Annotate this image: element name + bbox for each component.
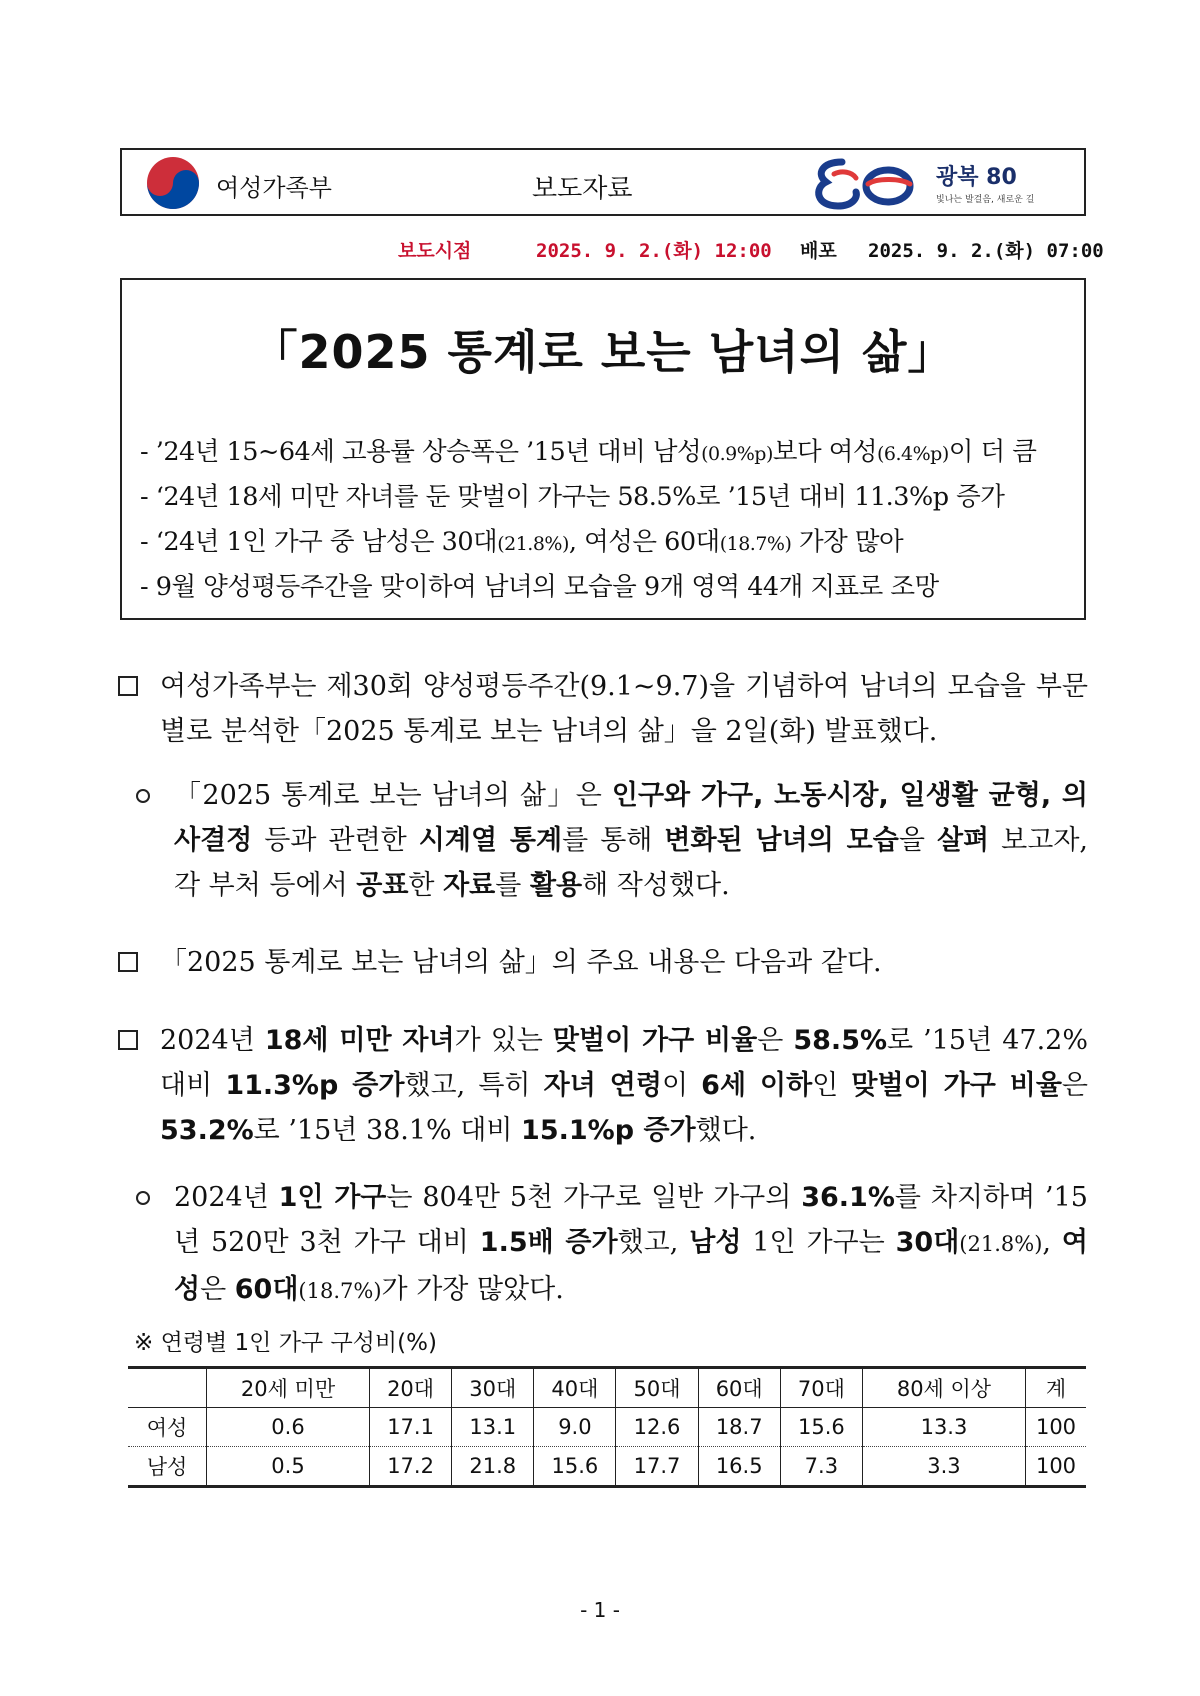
bold-text-run: 18세 미만 자녀: [264, 1025, 455, 1056]
document-type: 보도자료: [532, 174, 633, 204]
bold-text-run: 60대: [234, 1274, 299, 1305]
table-cell: 3.3: [862, 1447, 1025, 1487]
table-cell: 15.6: [534, 1447, 616, 1487]
highlight-text: - ’24년 15~64세 고용률 상승폭은 ’15년 대비 남성: [140, 437, 702, 467]
bold-text-run: 시계열 통계: [418, 825, 563, 856]
table-header-cell: [128, 1368, 207, 1408]
highlight-text: 가장 많아: [791, 527, 904, 557]
text-run: 은: [757, 1025, 794, 1056]
text-run: 은: [1061, 1070, 1088, 1101]
table-cell: 15.6: [780, 1408, 862, 1447]
bold-text-run: 여성: [174, 1227, 1088, 1305]
table-cell: 100: [1026, 1447, 1087, 1487]
text-run: 를: [495, 870, 530, 901]
text-run: 했고, 특히: [404, 1070, 544, 1101]
table-cell: 21.8: [452, 1447, 534, 1487]
checkbox-bullet-icon: [118, 676, 138, 696]
highlight-small: (21.8%): [497, 533, 569, 555]
text-run: 했다.: [695, 1115, 757, 1146]
table-cell: 9.0: [534, 1408, 616, 1447]
highlight-text: - ‘24년 1인 가구 중 남성은 30대: [140, 527, 498, 557]
highlight-text: - ‘24년 18세 미만 자녀를 둔 맞벌이 가구는 58.5%로 ’15년 대비 11.3%p 증가: [140, 482, 1005, 512]
highlight-small: (0.9%p): [701, 443, 773, 465]
table-cell: 12.6: [616, 1408, 698, 1447]
bold-text-run: 자료: [443, 870, 496, 901]
text-run: 한: [408, 870, 444, 901]
table-header-cell: 20세 미만: [207, 1368, 370, 1408]
text-run: 2024년: [174, 1182, 279, 1213]
table-cell: 100: [1026, 1408, 1087, 1447]
single-household-table: [128, 1366, 1086, 1488]
table-header-cell: 70대: [780, 1368, 862, 1408]
highlight-text: 이 더 큼: [948, 437, 1037, 467]
circle-bullet-icon: [136, 1191, 150, 1205]
table-cell: 0.5: [207, 1447, 370, 1487]
text-run: 인: [812, 1070, 852, 1101]
table-cell: 13.1: [452, 1408, 534, 1447]
text-run: (18.7%): [298, 1279, 382, 1303]
paragraph-3: [118, 1018, 1088, 1153]
table-header-cell: 80세 이상: [862, 1368, 1025, 1408]
text-run: 「2025 통계로 보는 남녀의 삶」은: [174, 780, 612, 811]
release-time-value: 2025. 9. 2.(화) 12:00: [536, 240, 772, 262]
paragraph-text: 「2025 통계로 보는 남녀의 삶」의 주요 내용은 다음과 같다.: [160, 947, 882, 978]
table-cell: 7.3: [780, 1447, 862, 1487]
bold-text-run: 1인 가구: [278, 1182, 387, 1213]
header-box: [120, 148, 1086, 216]
bold-text-run: 살펴: [936, 825, 990, 856]
text-run: 2024년: [160, 1025, 265, 1056]
checkbox-bullet-icon: [118, 1030, 138, 1050]
bold-text-run: 36.1%: [801, 1182, 895, 1213]
release-time-label: 보도시점: [398, 240, 472, 262]
bold-text-run: 인구와 가구, 노동시장, 일생활 균형, 의사결정: [174, 780, 1088, 856]
bold-text-run: 53.2%: [160, 1115, 254, 1146]
page-number: - 1 -: [580, 1598, 620, 1622]
text-run: 은: [200, 1274, 235, 1305]
bold-text-run: 공표: [356, 870, 409, 901]
table-cell: 13.3: [862, 1408, 1025, 1447]
table-header-cell: 30대: [452, 1368, 534, 1408]
text-run: 해 작성했다.: [582, 870, 730, 901]
checkbox-bullet-icon: [118, 952, 138, 972]
paragraph-1: [118, 664, 1088, 754]
text-run: 1인 가구는: [741, 1227, 896, 1258]
table-header-cell: 50대: [616, 1368, 698, 1408]
bold-text-run: 1.5배 증가: [479, 1227, 618, 1258]
table-cell: 16.5: [698, 1447, 780, 1487]
liberation-80-logo-icon: [812, 154, 924, 212]
paragraph-1-sub: [132, 773, 1088, 908]
rich-text: [174, 1175, 1088, 1314]
text-run: 보고자, 각 부처 등에서: [174, 825, 1088, 901]
row-label-male: 남성: [146, 1455, 188, 1479]
table-cell: 17.1: [370, 1408, 452, 1447]
highlight-small: (18.7%): [719, 533, 792, 555]
table-header-cell: 계: [1026, 1368, 1087, 1408]
bold-text-run: 30대: [895, 1227, 960, 1258]
table-cell: 0.6: [207, 1408, 370, 1447]
main-title: 「2025 통계로 보는 남녀의 삶」: [251, 325, 955, 379]
paragraph-text: 여성가족부는 제30회 양성평등주간(9.1~9.7)을 기념하여 남녀의 모습을 부문별로 분석한「2025 통계로 보는 남녀의 삶」을 2일(화) 발표했다.: [160, 671, 1088, 747]
highlight-item: [140, 477, 1004, 513]
bold-text-run: 활용: [529, 870, 583, 901]
highlight-item: [140, 522, 903, 558]
table-row: [128, 1447, 1086, 1487]
table-header-cell: 40대: [534, 1368, 616, 1408]
row-label-female: 여성: [128, 1408, 207, 1447]
highlight-small: (6.4%p): [877, 443, 949, 465]
bold-text-run: 남성: [689, 1227, 742, 1258]
text-run: 했고,: [617, 1227, 690, 1258]
distribution-label: 배포: [800, 240, 837, 262]
text-run: 등과 관련한: [252, 825, 419, 856]
bold-text-run: 58.5%: [793, 1025, 888, 1056]
highlight-text: , 여성은 60대: [568, 527, 720, 557]
highlight-item: [140, 567, 939, 603]
text-run: 를 차지하며 ’15년 520만 3천 가구 대비: [174, 1182, 1088, 1258]
text-run: 로 ’15년 47.2% 대비: [160, 1025, 1088, 1101]
bold-text-run: 6세 이하: [701, 1070, 813, 1101]
table-note: ※ 연령별 1인 가구 구성비(%): [134, 1330, 437, 1356]
text-run: 이: [661, 1070, 702, 1101]
paragraph-2: [118, 940, 1088, 985]
highlight-text: 보다 여성: [772, 437, 877, 467]
circle-bullet-icon: [136, 789, 150, 803]
bold-text-run: 15.1%p 증가: [521, 1115, 696, 1146]
rich-text: [160, 1018, 1088, 1153]
bold-text-run: 변화된 남녀의 모습: [664, 825, 899, 856]
paragraph-3-sub: [132, 1175, 1088, 1314]
text-run: 로 ’15년 38.1% 대비: [253, 1115, 522, 1146]
text-run: ,: [1042, 1227, 1062, 1258]
highlight-text: - 9월 양성평등주간을 맞이하여 남녀의 모습을 9개 영역 44개 지표로 조망: [140, 572, 939, 602]
bold-text-run: 맞벌이 가구 비율: [851, 1070, 1062, 1101]
rich-text: [174, 773, 1088, 908]
table-cell: 17.2: [370, 1447, 452, 1487]
table-cell: 17.7: [616, 1447, 698, 1487]
text-run: (21.8%): [959, 1232, 1043, 1256]
data-table: [128, 1366, 1086, 1488]
anniversary-title: 광복 80: [936, 165, 1017, 190]
table-header-cell: 60대: [698, 1368, 780, 1408]
anniversary-slogan: 빛나는 발걸음, 새로운 길: [936, 195, 1035, 205]
distribution-value: 2025. 9. 2.(화) 07:00: [868, 240, 1104, 262]
bold-text-run: 11.3%p 증가: [225, 1070, 405, 1101]
text-run: 가 있는: [454, 1025, 553, 1056]
table-row: [128, 1408, 1086, 1447]
ministry-name: 여성가족부: [216, 174, 332, 202]
text-run: 을: [898, 825, 937, 856]
government-emblem-icon: [146, 156, 200, 210]
bold-text-run: 자녀 연령: [543, 1070, 662, 1101]
table-header-row: [128, 1368, 1086, 1408]
text-run: 는 804만 5천 가구로 일반 가구의: [386, 1182, 802, 1213]
table-cell: 18.7: [698, 1408, 780, 1447]
highlight-item: [140, 432, 1036, 468]
title-box: [120, 278, 1086, 620]
text-run: 를 통해: [562, 825, 665, 856]
text-run: 가 가장 많았다.: [381, 1274, 564, 1305]
bold-text-run: 맞벌이 가구 비율: [552, 1025, 758, 1056]
table-header-cell: 20대: [370, 1368, 452, 1408]
